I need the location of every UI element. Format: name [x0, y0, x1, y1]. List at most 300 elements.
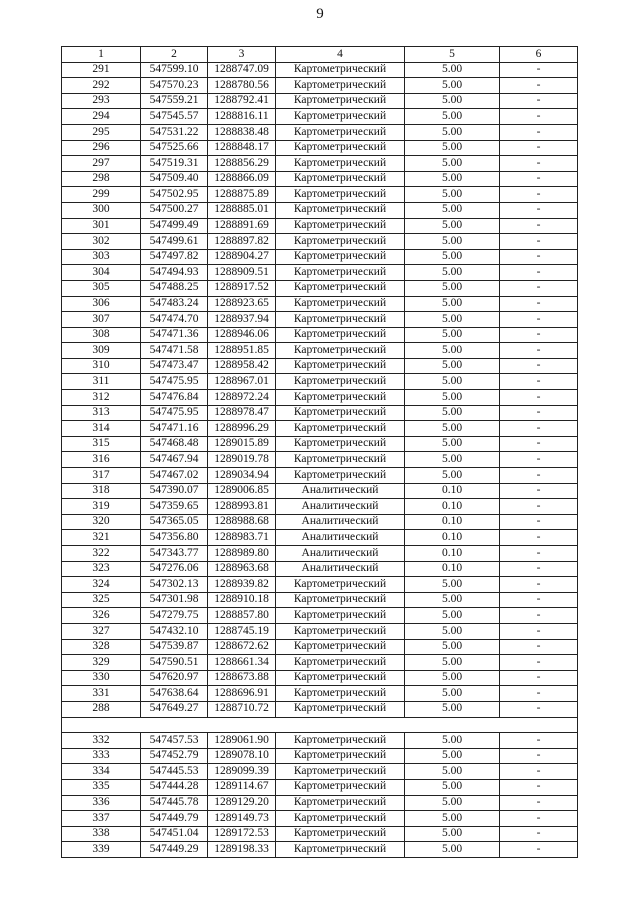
point-number-cell: 291 — [62, 62, 141, 78]
accuracy-cell: 5.00 — [405, 452, 500, 468]
x-coordinate-cell: 547473.47 — [141, 358, 208, 374]
accuracy-cell: 5.00 — [405, 265, 500, 281]
x-coordinate-cell: 547468.48 — [141, 436, 208, 452]
note-cell: - — [500, 639, 578, 655]
note-cell: - — [500, 577, 578, 593]
point-number-cell: 335 — [62, 779, 141, 795]
note-cell: - — [500, 280, 578, 296]
x-coordinate-cell: 547649.27 — [141, 701, 208, 717]
y-coordinate-cell: 1288897.82 — [208, 234, 276, 250]
accuracy-cell: 5.00 — [405, 343, 500, 359]
table-row — [62, 686, 578, 702]
note-cell: - — [500, 202, 578, 218]
point-number-cell: 315 — [62, 436, 141, 452]
table-row — [62, 623, 578, 639]
point-number-cell: 333 — [62, 748, 141, 764]
note-cell: - — [500, 561, 578, 577]
method-cell: Картометрический — [276, 452, 405, 468]
y-coordinate-cell: 1288857.80 — [208, 608, 276, 624]
point-number-cell: 319 — [62, 499, 141, 515]
note-cell: - — [500, 265, 578, 281]
note-cell: - — [500, 608, 578, 624]
table-row — [62, 483, 578, 499]
method-cell: Картометрический — [276, 280, 405, 296]
note-cell: - — [500, 405, 578, 421]
note-cell: - — [500, 312, 578, 328]
accuracy-cell: 5.00 — [405, 93, 500, 109]
x-coordinate-cell: 547471.16 — [141, 421, 208, 437]
method-cell: Картометрический — [276, 374, 405, 390]
table-row — [62, 592, 578, 608]
table-row — [62, 826, 578, 842]
accuracy-cell: 5.00 — [405, 312, 500, 328]
accuracy-cell: 5.00 — [405, 577, 500, 593]
method-cell: Картометрический — [276, 701, 405, 717]
accuracy-cell: 5.00 — [405, 468, 500, 484]
table-row — [62, 249, 578, 265]
point-number-cell: 322 — [62, 546, 141, 562]
y-coordinate-cell: 1288885.01 — [208, 202, 276, 218]
y-coordinate-cell: 1288848.17 — [208, 140, 276, 156]
accuracy-cell: 0.10 — [405, 561, 500, 577]
note-cell: - — [500, 811, 578, 827]
table-row — [62, 842, 578, 858]
method-cell: Картометрический — [276, 343, 405, 359]
point-number-cell: 314 — [62, 421, 141, 437]
point-number-cell: 313 — [62, 405, 141, 421]
method-cell: Картометрический — [276, 156, 405, 172]
y-coordinate-cell: 1288673.88 — [208, 670, 276, 686]
point-number-cell: 294 — [62, 109, 141, 125]
method-cell: Картометрический — [276, 187, 405, 203]
y-coordinate-cell: 1288866.09 — [208, 171, 276, 187]
point-number-cell: 301 — [62, 218, 141, 234]
point-number-cell: 305 — [62, 280, 141, 296]
method-cell: Картометрический — [276, 358, 405, 374]
note-cell: - — [500, 546, 578, 562]
y-coordinate-cell: 1288710.72 — [208, 701, 276, 717]
table-row — [62, 701, 578, 717]
accuracy-cell: 5.00 — [405, 124, 500, 140]
accuracy-cell: 5.00 — [405, 733, 500, 749]
y-coordinate-cell: 1288838.48 — [208, 124, 276, 140]
x-coordinate-cell: 547570.23 — [141, 78, 208, 94]
accuracy-cell: 5.00 — [405, 390, 500, 406]
table-row — [62, 265, 578, 281]
method-cell: Картометрический — [276, 795, 405, 811]
note-cell: - — [500, 296, 578, 312]
accuracy-cell: 5.00 — [405, 327, 500, 343]
accuracy-cell: 5.00 — [405, 764, 500, 780]
accuracy-cell: 5.00 — [405, 78, 500, 94]
accuracy-cell: 0.10 — [405, 546, 500, 562]
table-row — [62, 140, 578, 156]
table-row — [62, 93, 578, 109]
x-coordinate-cell: 547451.04 — [141, 826, 208, 842]
point-number-cell: 310 — [62, 358, 141, 374]
point-number-cell: 318 — [62, 483, 141, 499]
point-number-cell: 316 — [62, 452, 141, 468]
x-coordinate-cell: 547638.64 — [141, 686, 208, 702]
y-coordinate-cell: 1289129.20 — [208, 795, 276, 811]
x-coordinate-cell: 547519.31 — [141, 156, 208, 172]
header-row — [62, 47, 578, 63]
note-cell: - — [500, 779, 578, 795]
y-coordinate-cell: 1288946.06 — [208, 327, 276, 343]
x-coordinate-cell: 547499.49 — [141, 218, 208, 234]
table-row — [62, 452, 578, 468]
accuracy-cell: 5.00 — [405, 156, 500, 172]
note-cell: - — [500, 358, 578, 374]
note-cell: - — [500, 140, 578, 156]
table-row — [62, 202, 578, 218]
note-cell: - — [500, 62, 578, 78]
method-cell: Картометрический — [276, 249, 405, 265]
note-cell: - — [500, 826, 578, 842]
y-coordinate-cell: 1288923.65 — [208, 296, 276, 312]
y-coordinate-cell: 1289198.33 — [208, 842, 276, 858]
method-cell: Картометрический — [276, 670, 405, 686]
table-row — [62, 374, 578, 390]
method-cell: Картометрический — [276, 826, 405, 842]
note-cell: - — [500, 156, 578, 172]
accuracy-cell: 5.00 — [405, 187, 500, 203]
x-coordinate-cell: 547475.95 — [141, 374, 208, 390]
accuracy-cell: 0.10 — [405, 483, 500, 499]
method-cell: Картометрический — [276, 748, 405, 764]
accuracy-cell: 0.10 — [405, 499, 500, 515]
x-coordinate-cell: 547449.79 — [141, 811, 208, 827]
accuracy-cell: 5.00 — [405, 109, 500, 125]
note-cell: - — [500, 686, 578, 702]
accuracy-cell: 5.00 — [405, 795, 500, 811]
y-coordinate-cell: 1288904.27 — [208, 249, 276, 265]
method-cell: Картометрический — [276, 405, 405, 421]
table-row — [62, 78, 578, 94]
accuracy-cell: 5.00 — [405, 842, 500, 858]
method-cell: Картометрический — [276, 436, 405, 452]
table-row — [62, 639, 578, 655]
method-cell: Аналитический — [276, 546, 405, 562]
note-cell: - — [500, 109, 578, 125]
accuracy-cell: 5.00 — [405, 686, 500, 702]
column-header-6: 6 — [500, 47, 578, 63]
y-coordinate-cell: 1288672.62 — [208, 639, 276, 655]
accuracy-cell: 5.00 — [405, 811, 500, 827]
y-coordinate-cell: 1288989.80 — [208, 546, 276, 562]
y-coordinate-cell: 1288917.52 — [208, 280, 276, 296]
x-coordinate-cell: 547599.10 — [141, 62, 208, 78]
point-number-cell: 295 — [62, 124, 141, 140]
table-row — [62, 124, 578, 140]
x-coordinate-cell: 547539.87 — [141, 639, 208, 655]
table-row — [62, 156, 578, 172]
note-cell: - — [500, 733, 578, 749]
y-coordinate-cell: 1288856.29 — [208, 156, 276, 172]
note-cell: - — [500, 78, 578, 94]
y-coordinate-cell: 1288958.42 — [208, 358, 276, 374]
method-cell: Картометрический — [276, 779, 405, 795]
y-coordinate-cell: 1288937.94 — [208, 312, 276, 328]
y-coordinate-cell: 1288972.24 — [208, 390, 276, 406]
table-row — [62, 62, 578, 78]
table-row — [62, 811, 578, 827]
accuracy-cell: 5.00 — [405, 140, 500, 156]
table-row — [62, 327, 578, 343]
note-cell: - — [500, 374, 578, 390]
point-number-cell: 308 — [62, 327, 141, 343]
table-row — [62, 109, 578, 125]
table-body — [62, 62, 578, 857]
note-cell: - — [500, 499, 578, 515]
note-cell: - — [500, 218, 578, 234]
table-row — [62, 514, 578, 530]
y-coordinate-cell: 1288996.29 — [208, 421, 276, 437]
method-cell: Картометрический — [276, 811, 405, 827]
table-row — [62, 779, 578, 795]
method-cell: Картометрический — [276, 592, 405, 608]
method-cell: Картометрический — [276, 764, 405, 780]
x-coordinate-cell: 547545.57 — [141, 109, 208, 125]
point-number-cell: 309 — [62, 343, 141, 359]
table-row — [62, 312, 578, 328]
x-coordinate-cell: 547488.25 — [141, 280, 208, 296]
method-cell: Аналитический — [276, 499, 405, 515]
y-coordinate-cell: 1288875.89 — [208, 187, 276, 203]
x-coordinate-cell: 547483.24 — [141, 296, 208, 312]
accuracy-cell: 5.00 — [405, 779, 500, 795]
x-coordinate-cell: 547559.21 — [141, 93, 208, 109]
note-cell: - — [500, 623, 578, 639]
y-coordinate-cell: 1289149.73 — [208, 811, 276, 827]
point-number-cell: 320 — [62, 514, 141, 530]
x-coordinate-cell: 547276.06 — [141, 561, 208, 577]
note-cell: - — [500, 483, 578, 499]
y-coordinate-cell: 1289172.53 — [208, 826, 276, 842]
table-row — [62, 187, 578, 203]
point-number-cell: 292 — [62, 78, 141, 94]
method-cell: Картометрический — [276, 421, 405, 437]
method-cell: Картометрический — [276, 686, 405, 702]
accuracy-cell: 5.00 — [405, 655, 500, 671]
accuracy-cell: 5.00 — [405, 296, 500, 312]
note-cell: - — [500, 93, 578, 109]
note-cell: - — [500, 795, 578, 811]
note-cell: - — [500, 842, 578, 858]
table-row — [62, 499, 578, 515]
method-cell: Картометрический — [276, 109, 405, 125]
x-coordinate-cell: 547449.29 — [141, 842, 208, 858]
x-coordinate-cell: 547475.95 — [141, 405, 208, 421]
note-cell: - — [500, 436, 578, 452]
point-number-cell: 321 — [62, 530, 141, 546]
y-coordinate-cell: 1288696.91 — [208, 686, 276, 702]
y-coordinate-cell: 1289114.67 — [208, 779, 276, 795]
x-coordinate-cell: 547474.70 — [141, 312, 208, 328]
method-cell: Картометрический — [276, 842, 405, 858]
y-coordinate-cell: 1288909.51 — [208, 265, 276, 281]
x-coordinate-cell: 547432.10 — [141, 623, 208, 639]
spacer-row — [62, 717, 578, 733]
method-cell: Аналитический — [276, 483, 405, 499]
method-cell: Картометрический — [276, 78, 405, 94]
table-row — [62, 234, 578, 250]
accuracy-cell: 5.00 — [405, 826, 500, 842]
spacer-cell — [62, 717, 578, 733]
y-coordinate-cell: 1288939.82 — [208, 577, 276, 593]
y-coordinate-cell: 1288745.19 — [208, 623, 276, 639]
method-cell: Картометрический — [276, 234, 405, 250]
table-row — [62, 655, 578, 671]
point-number-cell: 326 — [62, 608, 141, 624]
method-cell: Картометрический — [276, 733, 405, 749]
note-cell: - — [500, 452, 578, 468]
accuracy-cell: 5.00 — [405, 202, 500, 218]
point-number-cell: 328 — [62, 639, 141, 655]
y-coordinate-cell: 1288978.47 — [208, 405, 276, 421]
column-header-1: 1 — [62, 47, 141, 63]
note-cell: - — [500, 748, 578, 764]
table-row — [62, 171, 578, 187]
method-cell: Картометрический — [276, 327, 405, 343]
x-coordinate-cell: 547359.65 — [141, 499, 208, 515]
x-coordinate-cell: 547476.84 — [141, 390, 208, 406]
note-cell: - — [500, 171, 578, 187]
point-number-cell: 293 — [62, 93, 141, 109]
x-coordinate-cell: 547445.78 — [141, 795, 208, 811]
method-cell: Картометрический — [276, 390, 405, 406]
y-coordinate-cell: 1288891.69 — [208, 218, 276, 234]
table-row — [62, 748, 578, 764]
accuracy-cell: 5.00 — [405, 374, 500, 390]
table-row — [62, 530, 578, 546]
accuracy-cell: 5.00 — [405, 623, 500, 639]
x-coordinate-cell: 547531.22 — [141, 124, 208, 140]
y-coordinate-cell: 1289061.90 — [208, 733, 276, 749]
point-number-cell: 338 — [62, 826, 141, 842]
method-cell: Картометрический — [276, 202, 405, 218]
x-coordinate-cell: 547356.80 — [141, 530, 208, 546]
point-number-cell: 288 — [62, 701, 141, 717]
page-number: 9 — [316, 6, 324, 22]
column-header-4: 4 — [276, 47, 405, 63]
point-number-cell: 304 — [62, 265, 141, 281]
point-number-cell: 325 — [62, 592, 141, 608]
x-coordinate-cell: 547500.27 — [141, 202, 208, 218]
x-coordinate-cell: 547444.28 — [141, 779, 208, 795]
x-coordinate-cell: 547467.02 — [141, 468, 208, 484]
x-coordinate-cell: 547471.58 — [141, 343, 208, 359]
x-coordinate-cell: 547620.97 — [141, 670, 208, 686]
accuracy-cell: 5.00 — [405, 62, 500, 78]
x-coordinate-cell: 547494.93 — [141, 265, 208, 281]
method-cell: Аналитический — [276, 530, 405, 546]
accuracy-cell: 5.00 — [405, 670, 500, 686]
note-cell: - — [500, 249, 578, 265]
point-number-cell: 331 — [62, 686, 141, 702]
method-cell: Картометрический — [276, 312, 405, 328]
point-number-cell: 324 — [62, 577, 141, 593]
x-coordinate-cell: 547279.75 — [141, 608, 208, 624]
method-cell: Картометрический — [276, 577, 405, 593]
x-coordinate-cell: 547509.40 — [141, 171, 208, 187]
method-cell: Картометрический — [276, 296, 405, 312]
accuracy-cell: 5.00 — [405, 748, 500, 764]
y-coordinate-cell: 1288988.68 — [208, 514, 276, 530]
note-cell: - — [500, 468, 578, 484]
note-cell: - — [500, 187, 578, 203]
x-coordinate-cell: 547499.61 — [141, 234, 208, 250]
method-cell: Картометрический — [276, 655, 405, 671]
note-cell: - — [500, 764, 578, 780]
point-number-cell: 306 — [62, 296, 141, 312]
table-row — [62, 343, 578, 359]
method-cell: Картометрический — [276, 468, 405, 484]
x-coordinate-cell: 547445.53 — [141, 764, 208, 780]
table-row — [62, 390, 578, 406]
method-cell: Картометрический — [276, 93, 405, 109]
y-coordinate-cell: 1288910.18 — [208, 592, 276, 608]
x-coordinate-cell: 547457.53 — [141, 733, 208, 749]
accuracy-cell: 5.00 — [405, 358, 500, 374]
column-header-3: 3 — [208, 47, 276, 63]
y-coordinate-cell: 1289006.85 — [208, 483, 276, 499]
accuracy-cell: 5.00 — [405, 249, 500, 265]
note-cell: - — [500, 514, 578, 530]
note-cell: - — [500, 390, 578, 406]
column-header-2: 2 — [141, 47, 208, 63]
y-coordinate-cell: 1288967.01 — [208, 374, 276, 390]
point-number-cell: 327 — [62, 623, 141, 639]
method-cell: Картометрический — [276, 265, 405, 281]
accuracy-cell: 5.00 — [405, 592, 500, 608]
table-row — [62, 218, 578, 234]
y-coordinate-cell: 1288792.41 — [208, 93, 276, 109]
y-coordinate-cell: 1289078.10 — [208, 748, 276, 764]
x-coordinate-cell: 547525.66 — [141, 140, 208, 156]
point-number-cell: 298 — [62, 171, 141, 187]
method-cell: Картометрический — [276, 171, 405, 187]
x-coordinate-cell: 547590.51 — [141, 655, 208, 671]
method-cell: Картометрический — [276, 218, 405, 234]
x-coordinate-cell: 547452.79 — [141, 748, 208, 764]
column-header-5: 5 — [405, 47, 500, 63]
accuracy-cell: 0.10 — [405, 530, 500, 546]
accuracy-cell: 5.00 — [405, 234, 500, 250]
point-number-cell: 312 — [62, 390, 141, 406]
y-coordinate-cell: 1288661.34 — [208, 655, 276, 671]
method-cell: Картометрический — [276, 140, 405, 156]
table-row — [62, 546, 578, 562]
table-row — [62, 421, 578, 437]
method-cell: Картометрический — [276, 608, 405, 624]
point-number-cell: 339 — [62, 842, 141, 858]
method-cell: Картометрический — [276, 62, 405, 78]
point-number-cell: 297 — [62, 156, 141, 172]
table-row — [62, 795, 578, 811]
y-coordinate-cell: 1288951.85 — [208, 343, 276, 359]
x-coordinate-cell: 547471.36 — [141, 327, 208, 343]
table-row — [62, 670, 578, 686]
note-cell: - — [500, 592, 578, 608]
note-cell: - — [500, 343, 578, 359]
y-coordinate-cell: 1288963.68 — [208, 561, 276, 577]
point-number-cell: 337 — [62, 811, 141, 827]
point-number-cell: 332 — [62, 733, 141, 749]
point-number-cell: 317 — [62, 468, 141, 484]
point-number-cell: 311 — [62, 374, 141, 390]
point-number-cell: 334 — [62, 764, 141, 780]
